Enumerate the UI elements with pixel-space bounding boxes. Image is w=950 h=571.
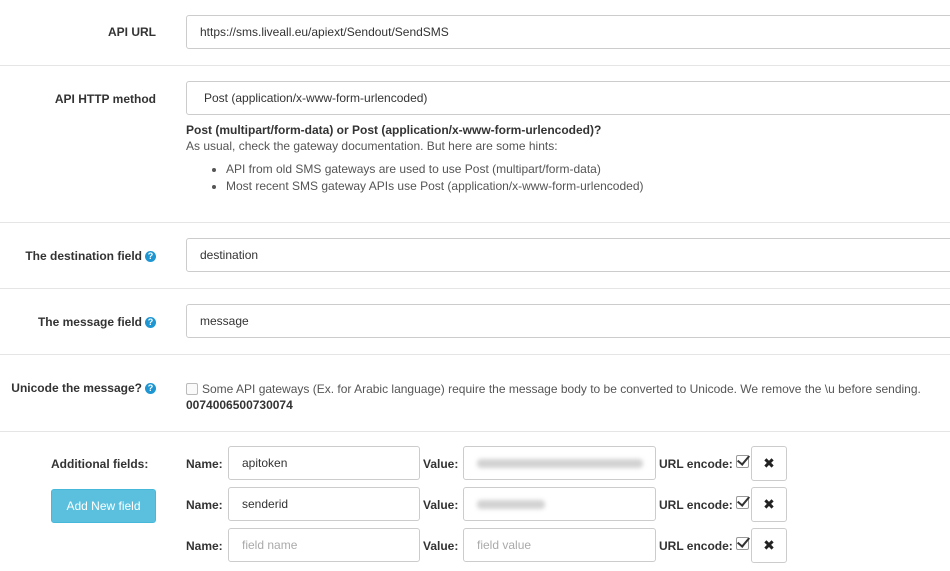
field-name-input[interactable]: senderid	[228, 487, 420, 521]
hint-list	[186, 161, 644, 195]
message-input[interactable]: message	[186, 304, 950, 338]
value-label: Value:	[423, 498, 459, 512]
remove-field-button[interactable]: ✖	[751, 487, 787, 522]
help-icon[interactable]: ?	[145, 317, 156, 328]
message-label-text: The message field	[37, 315, 142, 329]
hint-title: Post (multipart/form-data) or Post (application/x-www-form-urlencoded)?	[186, 123, 602, 137]
help-icon[interactable]: ?	[145, 251, 156, 262]
destination-label-text: The destination field	[25, 249, 142, 263]
url-encode-checkbox[interactable]	[736, 455, 749, 468]
http-method-hint	[186, 123, 644, 195]
http-method-select[interactable]: Post (application/x-www-form-urlencoded)	[186, 81, 950, 115]
url-encode-checkbox[interactable]	[736, 537, 749, 550]
unicode-checkbox[interactable]	[186, 383, 198, 395]
unicode-desc	[186, 382, 921, 412]
field-value-input[interactable]	[463, 487, 656, 521]
unicode-row	[0, 355, 950, 432]
name-label: Name:	[186, 498, 223, 512]
unicode-label-text: Unicode the message?	[11, 381, 142, 395]
remove-field-button[interactable]: ✖	[751, 528, 787, 563]
name-label: Name:	[186, 457, 223, 471]
api-url-row	[0, 0, 950, 66]
unicode-label	[11, 381, 156, 395]
unicode-description: Some API gateways (Ex. for Arabic language) require the message body to be converted to Unicode. We remove the \u before sending.	[202, 382, 921, 396]
field-value-input[interactable]	[463, 446, 656, 480]
name-label: Name:	[186, 539, 223, 553]
add-new-field-button[interactable]: Add New field	[51, 489, 156, 523]
destination-input[interactable]: destination	[186, 238, 950, 272]
url-encode-label: URL encode:	[659, 539, 733, 553]
redacted-value	[477, 459, 643, 468]
field-name-input[interactable]: field name	[228, 528, 420, 562]
unicode-example: 0074006500730074	[186, 398, 293, 412]
url-encode-checkbox[interactable]	[736, 496, 749, 509]
hint-item: • API from old SMS gateways are used to use Post (multipart/form-data)	[226, 161, 644, 178]
destination-row	[0, 223, 950, 289]
message-row	[0, 289, 950, 355]
http-method-label: API HTTP method	[54, 92, 156, 106]
api-url-input[interactable]: https://sms.liveall.eu/apiext/Sendout/SendSMS	[186, 15, 950, 49]
message-label	[38, 315, 156, 329]
value-label: Value:	[423, 457, 459, 471]
api-url-label: API URL	[108, 25, 156, 39]
http-method-row	[0, 66, 950, 223]
additional-fields-label: Additional fields:	[51, 457, 149, 471]
remove-field-button[interactable]: ✖	[751, 446, 787, 481]
destination-label	[25, 249, 156, 263]
url-encode-label: URL encode:	[659, 498, 733, 512]
field-value-input[interactable]: field value	[463, 528, 656, 562]
redacted-value	[477, 500, 545, 509]
url-encode-label: URL encode:	[659, 457, 733, 471]
help-icon[interactable]: ?	[145, 383, 156, 394]
hint-item: • Most recent SMS gateway APIs use Post (application/x-www-form-urlencoded)	[226, 178, 644, 195]
value-label: Value:	[423, 539, 459, 553]
hint-text: As usual, check the gateway documentation. But here are some hints:	[186, 139, 558, 153]
field-name-input[interactable]: apitoken	[228, 446, 420, 480]
